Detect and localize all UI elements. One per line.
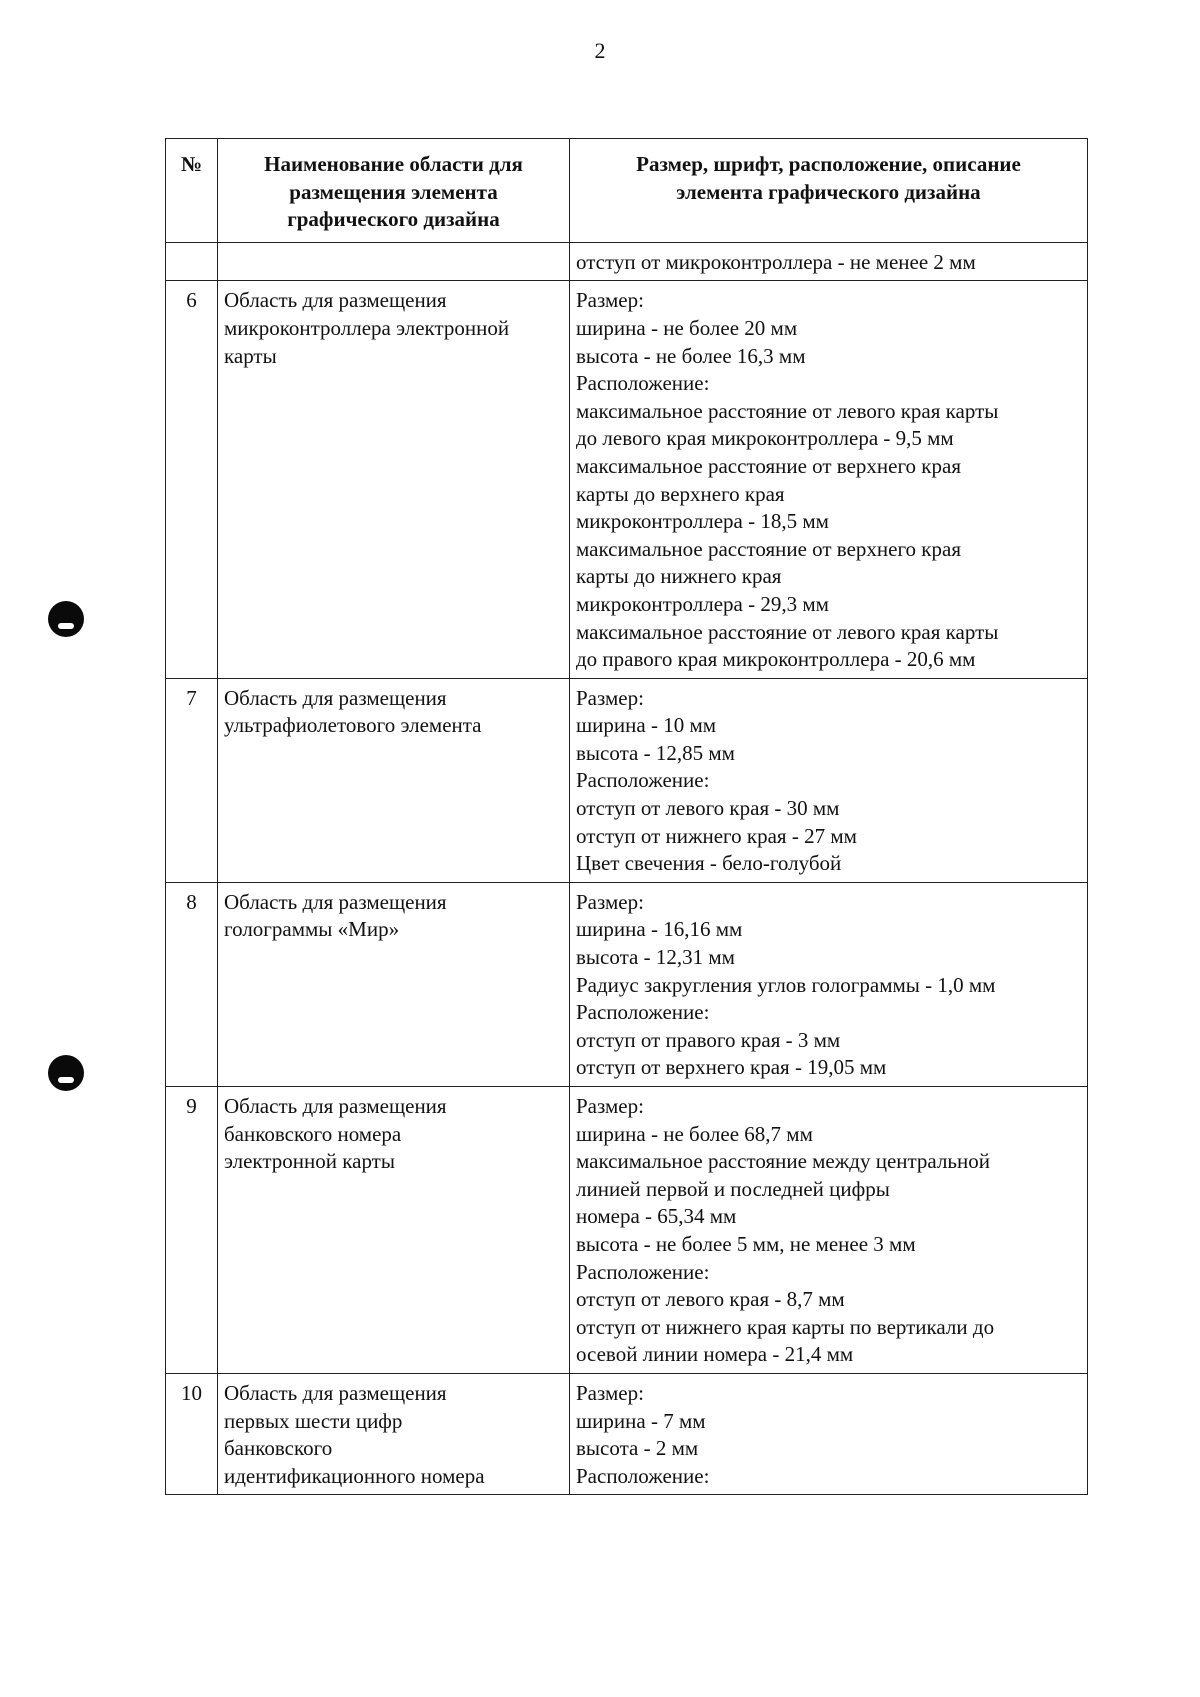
header-line: графического дизайна bbox=[287, 207, 500, 232]
row-number: 9 bbox=[166, 1087, 218, 1374]
description-line: номера - 65,34 мм bbox=[576, 1204, 737, 1229]
row-description bbox=[570, 1087, 1088, 1374]
description-line: ширина - 16,16 мм bbox=[576, 917, 743, 942]
area-name-line: Область для размещения bbox=[224, 288, 447, 313]
description-line: максимальное расстояние от левого края карты bbox=[576, 619, 999, 644]
row-area-name bbox=[218, 1087, 570, 1374]
description-line: до правого края микроконтроллера - 20,6 мм bbox=[576, 647, 976, 672]
row-area-name bbox=[218, 1373, 570, 1494]
header-area-name bbox=[218, 139, 570, 243]
area-name-line: ультрафиолетового элемента bbox=[224, 713, 482, 738]
description-line: Расположение: bbox=[576, 371, 710, 396]
area-name-line: Область для размещения bbox=[224, 1380, 447, 1405]
description-line: Расположение: bbox=[576, 1000, 710, 1025]
table-header-row bbox=[166, 139, 1088, 243]
table-row bbox=[166, 281, 1088, 678]
row-description bbox=[570, 1373, 1088, 1494]
header-line: Наименование области для bbox=[264, 152, 523, 176]
row-area-name bbox=[218, 882, 570, 1086]
header-number: № bbox=[166, 139, 218, 243]
description-line: до левого края микроконтроллера - 9,5 мм bbox=[576, 426, 954, 451]
description-line: карты до нижнего края bbox=[576, 564, 782, 589]
header-line: размещения элемента bbox=[289, 179, 498, 204]
header-line: элемента графического дизайна bbox=[676, 179, 981, 204]
description-line: линией первой и последней цифры bbox=[576, 1176, 890, 1201]
description-line: максимальное расстояние от левого края карты bbox=[576, 398, 999, 423]
description-line: высота - 12,85 мм bbox=[576, 740, 735, 765]
specification-table bbox=[165, 138, 1088, 1495]
description-line: Цвет свечения - бело-голубой bbox=[576, 851, 842, 876]
row-number: 7 bbox=[166, 678, 218, 882]
description-line: отступ от микроконтроллера - не менее 2 мм bbox=[576, 249, 976, 274]
description-line: карты до верхнего края bbox=[576, 481, 785, 506]
page-number: 2 bbox=[594, 38, 606, 63]
description-line: отступ от левого края - 8,7 мм bbox=[576, 1287, 845, 1312]
description-line: высота - 12,31 мм bbox=[576, 945, 735, 970]
description-line: Размер: bbox=[576, 1094, 644, 1118]
description-line: отступ от левого края - 30 мм bbox=[576, 796, 840, 821]
table-row bbox=[166, 1373, 1088, 1494]
table-row bbox=[166, 678, 1088, 882]
row-description bbox=[570, 242, 1088, 281]
row-area-name bbox=[218, 242, 570, 281]
description-line: ширина - 10 мм bbox=[576, 713, 717, 738]
description-line: ширина - не более 68,7 мм bbox=[576, 1121, 813, 1146]
description-line: высота - 2 мм bbox=[576, 1436, 699, 1461]
description-line: Расположение: bbox=[576, 1259, 710, 1284]
description-line: микроконтроллера - 18,5 мм bbox=[576, 509, 829, 534]
description-line: максимальное расстояние между центральной bbox=[576, 1149, 990, 1174]
row-area-name bbox=[218, 678, 570, 882]
description-line: Расположение: bbox=[576, 1463, 710, 1488]
description-line: Размер: bbox=[576, 889, 644, 914]
row-area-name bbox=[218, 281, 570, 678]
row-number: 10 bbox=[166, 1373, 218, 1494]
area-name-line: Область для размещения bbox=[224, 1094, 447, 1118]
row-number: 8 bbox=[166, 882, 218, 1086]
area-name-line: Область для размещения bbox=[224, 685, 447, 710]
description-line: Размер: bbox=[576, 685, 644, 710]
description-line: отступ от нижнего края - 27 мм bbox=[576, 823, 857, 848]
description-line: отступ от верхнего края - 19,05 мм bbox=[576, 1055, 887, 1080]
row-description bbox=[570, 281, 1088, 678]
table-row-continuation bbox=[166, 242, 1088, 281]
row-description bbox=[570, 882, 1088, 1086]
description-line: высота - не более 5 мм, не менее 3 мм bbox=[576, 1231, 916, 1256]
description-line: отступ от нижнего края карты по вертикали до bbox=[576, 1314, 995, 1339]
area-name-line: банковского номера bbox=[224, 1121, 402, 1146]
header-line: Размер, шрифт, расположение, описание bbox=[636, 152, 1021, 176]
description-line: отступ от правого края - 3 мм bbox=[576, 1027, 841, 1052]
area-name-line: идентификационного номера bbox=[224, 1463, 485, 1488]
row-description bbox=[570, 678, 1088, 882]
description-line: Радиус закругления углов голограммы - 1,0 мм bbox=[576, 972, 996, 997]
row-number bbox=[166, 242, 218, 281]
description-line: высота - не более 16,3 мм bbox=[576, 343, 806, 368]
area-name-line: электронной карты bbox=[224, 1149, 395, 1174]
description-line: максимальное расстояние от верхнего края bbox=[576, 453, 961, 478]
area-name-line: карты bbox=[224, 343, 277, 368]
area-name-line: первых шести цифр bbox=[224, 1408, 403, 1433]
area-name-line: микроконтроллера электронной bbox=[224, 315, 510, 340]
area-name-line: банковского bbox=[224, 1436, 333, 1461]
description-line: осевой линии номера - 21,4 мм bbox=[576, 1342, 854, 1367]
header-description bbox=[570, 139, 1088, 243]
row-number: 6 bbox=[166, 281, 218, 678]
description-line: ширина - не более 20 мм bbox=[576, 315, 798, 340]
description-line: Размер: bbox=[576, 1380, 644, 1405]
description-line: Расположение: bbox=[576, 768, 710, 793]
area-name-line: Область для размещения bbox=[224, 889, 447, 914]
description-line: ширина - 7 мм bbox=[576, 1408, 706, 1433]
punch-hole-mark bbox=[48, 1055, 84, 1091]
description-line: Размер: bbox=[576, 288, 644, 313]
area-name-line: голограммы «Мир» bbox=[224, 917, 400, 942]
punch-hole-mark bbox=[48, 601, 84, 637]
table-row bbox=[166, 882, 1088, 1086]
description-line: микроконтроллера - 29,3 мм bbox=[576, 591, 829, 616]
description-line: максимальное расстояние от верхнего края bbox=[576, 536, 961, 561]
table-row bbox=[166, 1087, 1088, 1374]
